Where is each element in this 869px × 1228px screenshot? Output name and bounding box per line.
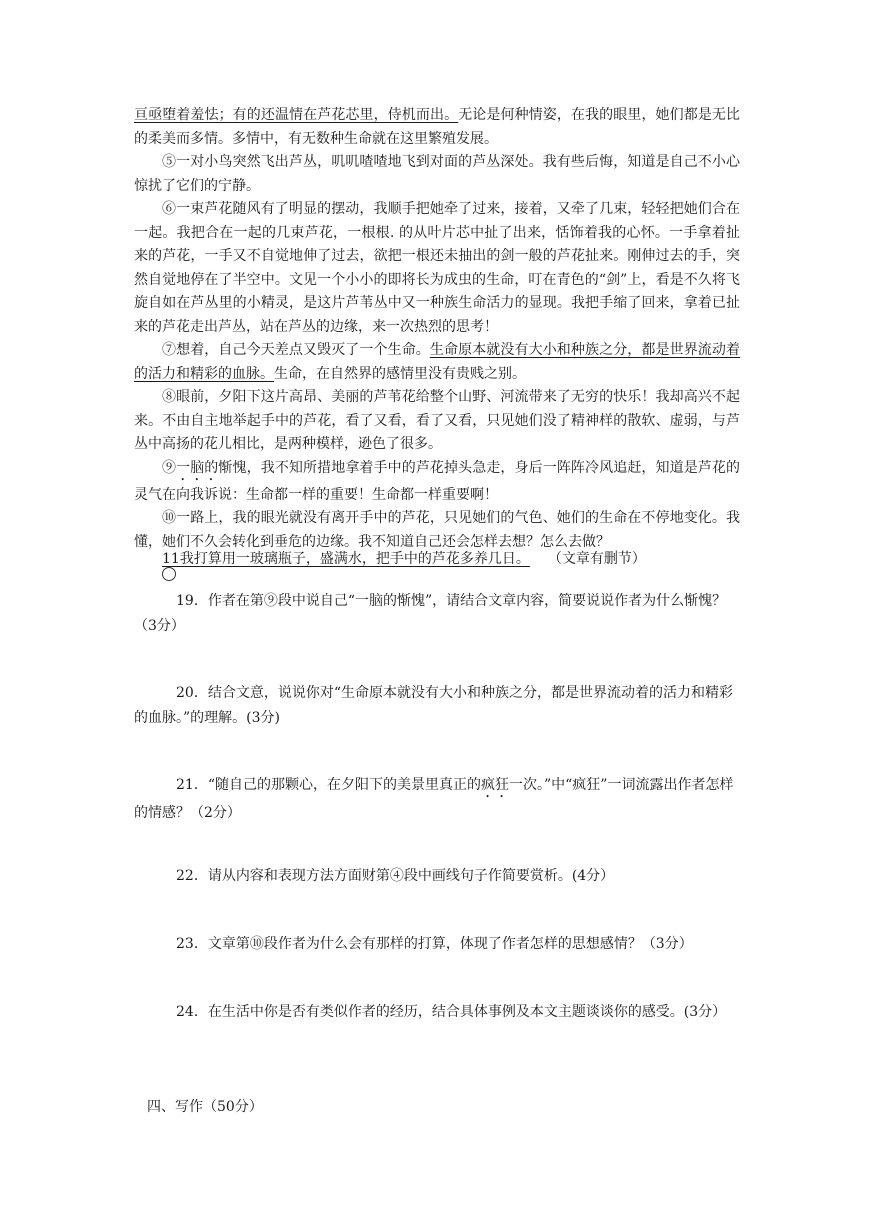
reading-passage [134,104,740,554]
deletion-note: （文章有删节） [547,551,646,567]
question-23: 23．文章第⑩段作者为什么会有那样的打算，体现了作者怎样的思想感情？（3分） [176,936,693,952]
paragraph-9: ⑨一脑的惭愧，我不知所措地拿着手中的芦花掉头急走，身后一阵阵冷风追赶，知道是芦花的灵气在向我诉说：生命都一样的重要！生命都一样重要啊！ [134,459,741,503]
question-24: 24．在生活中你是否有类似作者的经历，结合具体事例及本文主题谈谈你的感受。(3分） [176,1004,727,1020]
underlined-sentence-p4: 亘亟堕着羞怯；有的还温情在芦花芯里，侍机而出。 [134,107,459,123]
underlined-sentence-p7: 生命原本就没有大小和种族之分，都是世界流动着的活力和精彩的血脉。 [134,342,741,382]
paragraph-11 [134,548,740,572]
paragraph-8: ⑧眼前，夕阳下这片高昂、美丽的芦苇花给整个山野、河流带来了无穷的快乐！我却高兴不起来。不由自主地举起手中的芦花，看了又看，看了又看，只见她们没了精神样的散软、虚弱，与芦丛中高扬的花儿相比，是两种模样，逊色了很多。 [134,389,740,452]
paragraph-7: ⑦想着，自己今天差点又毁灭了一个生命。生命原本就没有大小和种族之分，都是世界流动着的活力和精彩的血脉。生命，在自然界的感情里没有贵贱之别。 [134,342,741,382]
question-20: 20．结合文意，说说你对“生命原本就没有大小和种族之分，都是世界流动着的活力和精彩的血脉。”的理解。(3分) [134,685,733,726]
underlined-sentence-p11: 11我打算用一玻璃瓶子，盛满水，把手中的芦花多养几日。 [162,551,530,567]
paragraph-4-continued: 亘亟堕着羞怯；有的还温情在芦花芯里，侍机而出。无论是何种情姿，在我的眼里，她们都是无比的柔美而多情。多情中，有无数种生命就在这里繁殖发展。 [134,107,741,147]
dotted-word-q21: 疯狂 [480,777,509,793]
paragraph-10: ⑩一路上，我的眼光就没有离开手中的芦花，只见她们的气色、她们的生命在不停地变化。我懂，她们不久会转化到垂危的边缘。我不知道自己还会怎样去想？怎么去做？ [134,510,740,550]
circle-mark-icon [162,567,176,581]
dotted-phrase-p9: 一脑的 [176,459,219,476]
question-21: 21．“随自己的那颗心，在夕阳下的美景里真正的疯狂一次。”中“疯狂”一词流露出作者怎样的情感？（2分） [134,777,734,821]
question-19: 19．作者在第⑨段中说自己“一脑的惭愧”，请结合文章内容，简要说说作者为什么惭愧？（3分） [134,593,727,634]
section-writing-heading: 四、写作（50分） [147,1099,263,1115]
paragraph-5: ⑤一对小鸟突然飞出芦丛，叽叽喳喳地飞到对面的芦丛深处。我有些后悔，知道是自己不小心惊扰了它们的宁静。 [134,154,740,194]
paragraph-6: ⑥一束芦花随风有了明显的摆动，我顺手把她牵了过来，接着，又牵了几束，轻轻把她们合在一起。我把合在一起的几束芦花，一根根. 的从叶片芯中扯了出来，恬饰着我的心怀。一手拿着扯来的芦花，一手又不自觉地伸了过去，欲把一根还未抽出的剑一般的芦花扯来。刚伸过去的手，突然自觉地停在了半空中。文见一个小小的即将长为成虫的生命，叮在青色的“剑”上，看是不久将飞旋自如在芦丛里的小精灵，是这片芦苇丛中又一种族生命活力的显现。我把手缩了回来，拿着已扯来的芦花走出芦丛，站在芦丛的边缘，来一次热烈的思考！ [134,201,740,335]
question-22: 22．请从内容和表现方法方面财第④段中画线句子作简要赏析。(4分） [176,868,615,884]
